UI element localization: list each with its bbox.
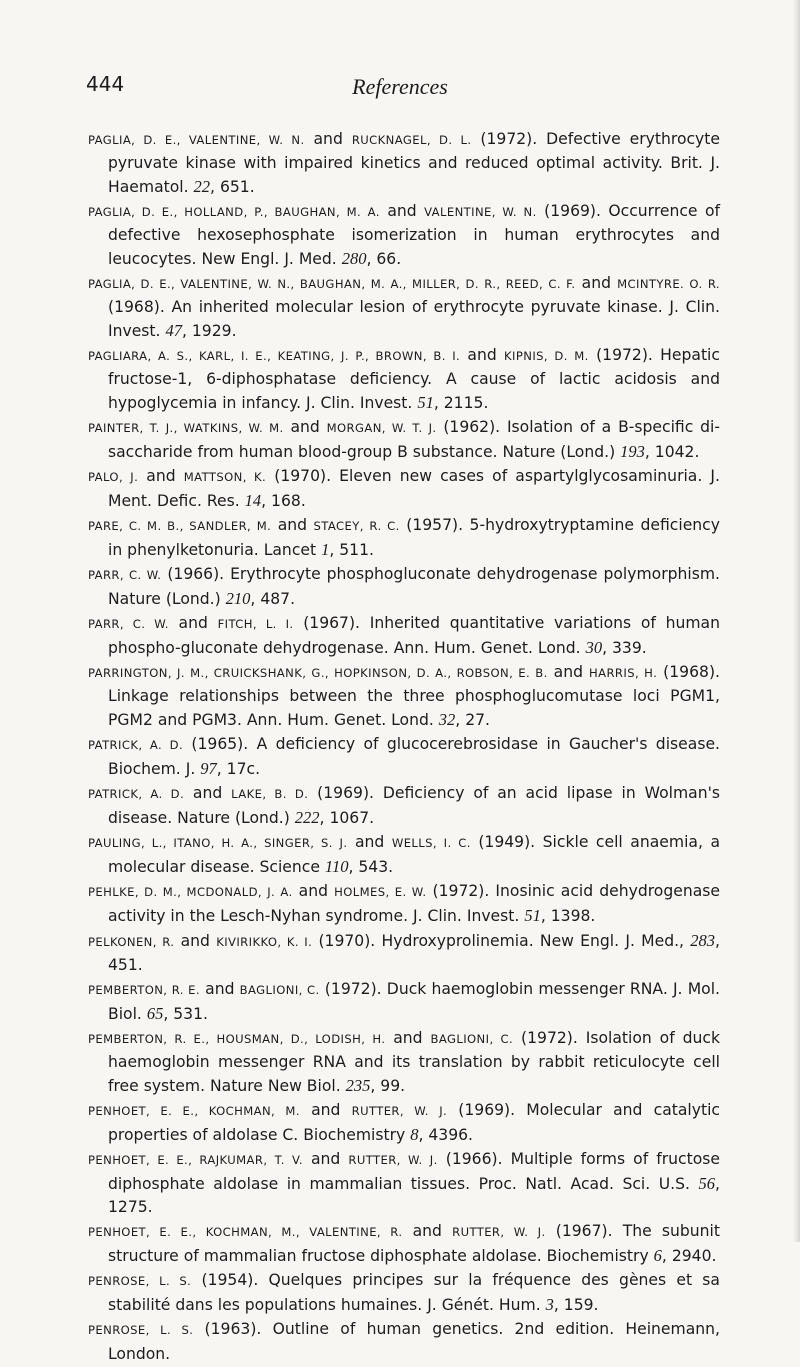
reference-entry: PALO, J. and MATTSON, K. (1970). Eleven new cases of aspartylglycosaminuria. J. Ment. Defic. Res. 14, 168. xyxy=(88,467,720,510)
ref-volume: 235 xyxy=(345,1076,371,1095)
ref-last-author: FITCH, L. I. xyxy=(217,617,294,631)
reference-entry: PARR, C. W. and FITCH, L. I. (1967). Inherited quantitative variations of human phospho-gluconate dehydrogenase. Ann. Hum. Genet. Lond. 30, 339. xyxy=(88,614,720,657)
ref-last-author: MORGAN, W. T. J. xyxy=(326,421,437,435)
reference-entry: PAGLIA, D. E., VALENTINE, W. N. and RUCKNAGEL, D. L. (1972). Defective erythrocyte pyruvate kinase with impaired kinetics and reduced optimal activity. Brit. J. Haematol. 22, 651. xyxy=(88,130,720,196)
reference-entry: PENHOET, E. E., RAJKUMAR, T. V. and RUTTER, W. J. (1966). Multiple forms of fructose diphosphate aldolase in mammalian tissues. Proc. Natl. Acad. Sci. U.S. 56, 1275. xyxy=(88,1150,720,1216)
ref-volume: 3 xyxy=(545,1295,554,1314)
ref-authors: PAULING, L., ITANO, H. A., SINGER, S. J. xyxy=(88,836,348,850)
ref-authors: PATRICK, A. D. xyxy=(88,738,184,752)
ref-citation: (1972). Inosinic acid dehydrogenase activity in the Lesch-Nyhan syndrome. J. Clin. Invest. xyxy=(108,882,721,925)
ref-authors: PAGLIA, D. E., VALENTINE, W. N. xyxy=(88,133,305,147)
ref-last-author: MCINTYRE. O. R. xyxy=(617,277,720,291)
ref-last-author: LAKE, B. D. xyxy=(231,787,309,801)
ref-volume: 14 xyxy=(244,491,262,510)
ref-last-author: RUCKNAGEL, D. L. xyxy=(351,133,472,147)
reference-entry: PENHOET, E. E., KOCHMAN, M., VALENTINE, R. and RUTTER, W. J. (1967). The subunit structure of mammalian fructose diphosphate aldolase. Biochemistry 6, 2940. xyxy=(88,1222,720,1265)
ref-volume: 6 xyxy=(653,1246,662,1265)
ref-volume: 193 xyxy=(620,442,645,461)
ref-citation: (1954). Quelques principes sur la fréquence des gènes et sa stabilité dans les populations humaines. J. Génét. Hum. xyxy=(108,1271,720,1314)
ref-citation: (1972). Duck haemoglobin messenger RNA. J. Mol. Biol. xyxy=(108,980,720,1023)
ref-authors: PEHLKE, D. M., MCDONALD, J. A. xyxy=(88,885,293,899)
ref-last-author: BAGLIONI, C. xyxy=(239,983,320,997)
ref-citation: (1962). Isolation of a B-specific di-saccharide from human blood-group B substance. Nature (Lond.) xyxy=(108,418,720,461)
reference-entry: PARR, C. W. (1966). Erythrocyte phosphogluconate dehydrogenase polymorphism. Nature (Lond.) 210, 487. xyxy=(88,565,720,608)
ref-volume: 283 xyxy=(690,931,716,950)
ref-citation: (1969). Occurrence of defective hexosephosphate isomerization in human erythrocytes and leucocytes. New Engl. J. Med. xyxy=(108,202,720,268)
reference-entry: PAGLIA, D. E., HOLLAND, P., BAUGHAN, M. A. and VALENTINE, W. N. (1969). Occurrence of defective hexosephosphate isomerization in human erythrocytes and leucocytes. New Engl. J. Med. 280, 66. xyxy=(88,202,720,268)
ref-citation: (1972). Hepatic fructose-1, 6-diphosphatase deficiency. A cause of lactic acidosis and hypoglycemia in infancy. J. Clin. Invest. xyxy=(108,346,720,412)
ref-volume: 30 xyxy=(585,638,603,657)
ref-volume: 222 xyxy=(294,808,320,827)
ref-last-author: RUTTER, W. J. xyxy=(452,1225,546,1239)
ref-volume: 97 xyxy=(200,759,217,778)
ref-citation: (1969). Molecular and catalytic properties of aldolase C. Biochemistry xyxy=(108,1101,720,1144)
ref-volume: 47 xyxy=(165,321,182,340)
ref-authors: PARE, C. M. B., SANDLER, M. xyxy=(88,519,272,533)
ref-volume: 22 xyxy=(193,177,211,196)
ref-volume: 8 xyxy=(410,1125,419,1144)
ref-citation: (1949). Sickle cell anaemia, a molecular disease. Science xyxy=(108,833,720,876)
reference-entry: PAGLIA, D. E., VALENTINE, W. N., BAUGHAN, M. A., MILLER, D. R., REED, C. F. and MCINTYRE. O. R. (1968). An inherited molecular lesion of erythrocyte pyruvate kinase. J. Clin. Invest. 47, 1929. xyxy=(88,274,720,340)
ref-citation: (1970). Hydroxyprolinemia. New Engl. J. Med., xyxy=(312,932,691,950)
ref-authors: PENROSE, L. S. xyxy=(88,1274,192,1288)
ref-authors: PALO, J. xyxy=(88,470,139,484)
ref-volume: 32 xyxy=(438,710,456,729)
ref-authors: PEMBERTON, R. E. xyxy=(88,983,200,997)
ref-authors: PENROSE, L. S. xyxy=(88,1323,194,1337)
page-header xyxy=(0,72,800,112)
ref-authors: PARR, C. W. xyxy=(88,617,169,631)
reference-entry: PAINTER, T. J., WATKINS, W. M. and MORGAN, W. T. J. (1962). Isolation of a B-specific di-saccharide from human blood-group B substance. Nature (Lond.) 193, 1042. xyxy=(88,418,720,461)
ref-authors: PAGLIA, D. E., HOLLAND, P., BAUGHAN, M. A. xyxy=(88,205,380,219)
ref-last-author: WELLS, I. C. xyxy=(391,836,471,850)
ref-citation: (1957). 5-hydroxytryptamine deficiency in phenylketonuria. Lancet xyxy=(108,516,720,559)
ref-authors: PARRINGTON, J. M., CRUICKSHANK, G., HOPKINSON, D. A., ROBSON, E. B. xyxy=(88,666,548,680)
ref-volume: 110 xyxy=(324,857,349,876)
reference-entry: PARE, C. M. B., SANDLER, M. and STACEY, R. C. (1957). 5-hydroxytryptamine deficiency in phenylketonuria. Lancet 1, 511. xyxy=(88,516,720,559)
ref-authors: PAINTER, T. J., WATKINS, W. M. xyxy=(88,421,284,435)
ref-citation: (1969). Deficiency of an acid lipase in Wolman's disease. Nature (Lond.) xyxy=(108,784,721,827)
reference-entry: PATRICK, A. D. and LAKE, B. D. (1969). Deficiency of an acid lipase in Wolman's disease. Nature (Lond.) 222, 1067. xyxy=(88,784,721,827)
ref-volume: 56 xyxy=(698,1174,716,1193)
ref-last-author: BAGLIONI, C. xyxy=(430,1032,514,1046)
reference-entry: PEMBERTON, R. E. and BAGLIONI, C. (1972). Duck haemoglobin messenger RNA. J. Mol. Biol. 65, 531. xyxy=(88,980,720,1023)
reference-entry xyxy=(88,1318,720,1366)
ref-citation: (1970). Eleven new cases of aspartylglycosaminuria. J. Ment. Defic. Res. xyxy=(108,467,720,510)
reference-entry: PATRICK, A. D. (1965). A deficiency of glucocerebrosidase in Gaucher's disease. Biochem. J. 97, 17c. xyxy=(88,735,720,778)
reference-entry: PENROSE, L. S. (1954). Quelques principes sur la fréquence des gènes et sa stabilité dans les populations humaines. J. Génét. Hum. 3, 159. xyxy=(88,1271,720,1314)
ref-volume: 210 xyxy=(225,589,251,608)
reference-entry: PELKONEN, R. and KIVIRIKKO, K. I. (1970). Hydroxyprolinemia. New Engl. J. Med., 283, 451. xyxy=(88,931,720,974)
ref-last-author: KIPNIS, D. M. xyxy=(504,349,589,363)
ref-last-author: VALENTINE, W. N. xyxy=(424,205,537,219)
ref-authors: PENHOET, E. E., RAJKUMAR, T. V. xyxy=(88,1153,303,1167)
running-title: References xyxy=(352,74,448,99)
reference-entry: PEHLKE, D. M., MCDONALD, J. A. and HOLMES, E. W. (1972). Inosinic acid dehydrogenase activity in the Lesch-Nyhan syndrome. J. Clin. Invest. 51, 1398. xyxy=(88,882,721,925)
ref-last-author: KIVIRIKKO, K. I. xyxy=(216,935,313,949)
ref-citation: (1966). Erythrocyte phosphogluconate dehydrogenase polymorphism. Nature (Lond.) xyxy=(108,565,720,608)
ref-citation: (1968). Linkage relationships between the three phosphoglucomutase loci PGM1, PGM2 and PGM3. Ann. Hum. Genet. Lond. xyxy=(108,663,720,729)
ref-volume: 51 xyxy=(524,906,541,925)
ref-volume: 65 xyxy=(146,1004,164,1023)
ref-citation: (1967). The subunit structure of mammalian fructose diphosphate aldolase. Biochemistry xyxy=(108,1222,720,1265)
reference-entry: PAGLIARA, A. S., KARL, I. E., KEATING, J. P., BROWN, B. I. and KIPNIS, D. M. (1972). Hepatic fructose-1, 6-diphosphatase deficiency. A cause of lactic acidosis and hypoglycemia in infancy. J. Clin. Invest. 51, 2115. xyxy=(88,346,720,412)
ref-last-author: HARRIS, H. xyxy=(589,666,658,680)
ref-authors: PATRICK, A. D. xyxy=(88,787,185,801)
ref-citation: (1963). Outline of human genetics. 2nd edition. Heinemann, London. xyxy=(108,1320,720,1363)
ref-citation: (1965). A deficiency of glucocerebrosidase in Gaucher's disease. Biochem. J. xyxy=(108,735,720,778)
reference-list xyxy=(88,128,720,1367)
ref-citation: (1966). Multiple forms of fructose diphosphate aldolase in mammalian tissues. Proc. Natl. Acad. Sci. U.S. xyxy=(108,1150,720,1193)
ref-authors: PELKONEN, R. xyxy=(88,935,175,949)
reference-entry: PENHOET, E. E., KOCHMAN, M. and RUTTER, W. J. (1969). Molecular and catalytic properties of aldolase C. Biochemistry 8, 4396. xyxy=(88,1101,720,1144)
ref-last-author: HOLMES, E. W. xyxy=(334,885,427,899)
ref-authors: PAGLIARA, A. S., KARL, I. E., KEATING, J. P., BROWN, B. I. xyxy=(88,349,461,363)
page-number: 444 xyxy=(86,72,125,96)
ref-authors: PENHOET, E. E., KOCHMAN, M. xyxy=(88,1104,300,1118)
ref-citation: (1968). An inherited molecular lesion of erythrocyte pyruvate kinase. J. Clin. Invest. xyxy=(108,298,720,340)
ref-citation: (1967). Inherited quantitative variations of human phospho-gluconate dehydrogenase. Ann. Hum. Genet. Lond. xyxy=(108,614,720,657)
ref-last-author: STACEY, R. C. xyxy=(313,519,400,533)
ref-authors: PENHOET, E. E., KOCHMAN, M., VALENTINE, R. xyxy=(88,1225,403,1239)
page-edge-shadow xyxy=(793,0,800,1242)
ref-volume: 280 xyxy=(341,249,367,268)
reference-entry: PAULING, L., ITANO, H. A., SINGER, S. J. and WELLS, I. C. (1949). Sickle cell anaemia, a molecular disease. Science 110, 543. xyxy=(88,833,720,876)
ref-volume: 51 xyxy=(417,393,434,412)
ref-last-author: MATTSON, K. xyxy=(183,470,267,484)
ref-authors: PARR, C. W. xyxy=(88,568,162,582)
ref-citation: (1972). Defective erythrocyte pyruvate kinase with impaired kinetics and reduced optimal activity. Brit. J. Haematol. xyxy=(108,130,720,196)
ref-authors: PEMBERTON, R. E., HOUSMAN, D., LODISH, H. xyxy=(88,1032,386,1046)
ref-citation: (1972). Isolation of duck haemoglobin messenger RNA and its translation by rabbit reticulocyte cell free system. Nature New Biol. xyxy=(108,1029,720,1095)
reference-entry: PARRINGTON, J. M., CRUICKSHANK, G., HOPKINSON, D. A., ROBSON, E. B. and HARRIS, H. (1968). Linkage relationships between the three phosphoglucomutase loci PGM1, PGM2 and PGM3. Ann. Hum. Genet. Lond. 32, 27. xyxy=(88,663,720,729)
ref-last-author: RUTTER, W. J. xyxy=(351,1104,448,1118)
ref-last-author: RUTTER, W. J. xyxy=(348,1153,438,1167)
ref-authors: PAGLIA, D. E., VALENTINE, W. N., BAUGHAN, M. A., MILLER, D. R., REED, C. F. xyxy=(88,277,576,291)
ref-volume: 1 xyxy=(321,540,330,559)
reference-entry: PEMBERTON, R. E., HOUSMAN, D., LODISH, H. and BAGLIONI, C. (1972). Isolation of duck haemoglobin messenger RNA and its translation by rabbit reticulocyte cell free system. Nature New Biol. 235, 99. xyxy=(88,1029,720,1095)
